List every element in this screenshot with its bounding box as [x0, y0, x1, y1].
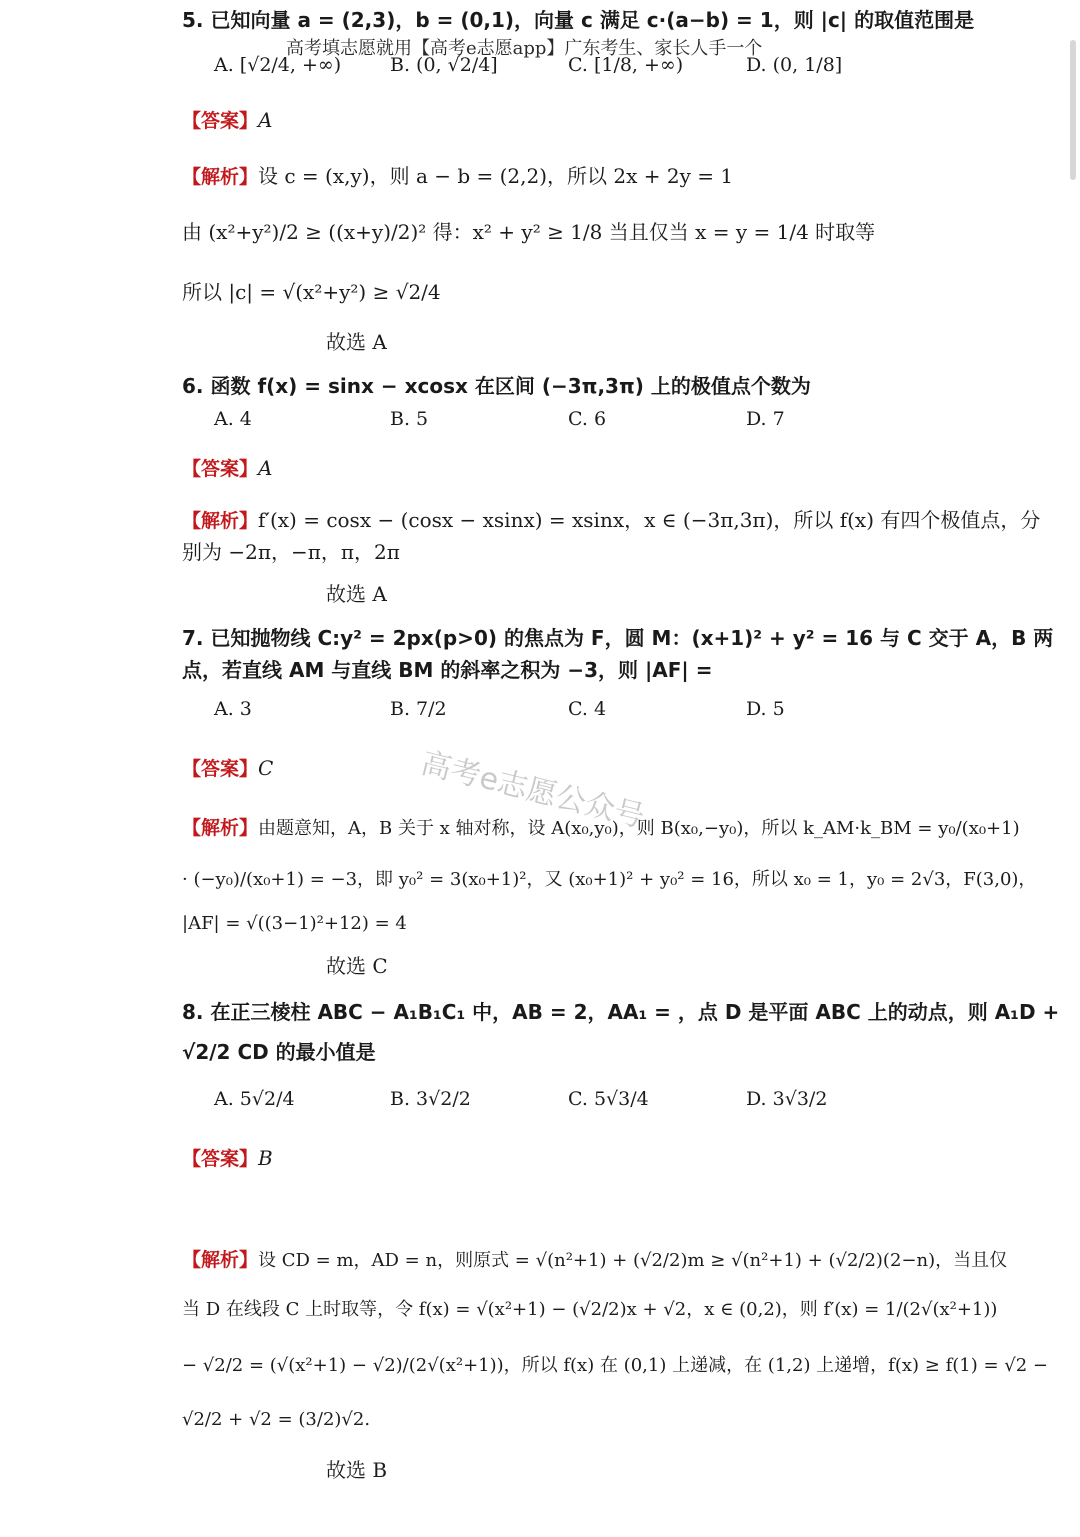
- q6-analysis-line-2: 别为 −2π，−π，π，2π: [182, 540, 400, 564]
- q5-option-a: A. [√2/4, +∞): [214, 54, 342, 76]
- q5-analysis-line-3: 所以 |c| = √(x²+y²) ≥ √2/4: [182, 280, 441, 304]
- q6-option-c: C. 6: [568, 408, 607, 430]
- watermark-banner: 高考填志愿就用【高考e志愿app】广东考生、家长人手一个: [286, 38, 763, 59]
- analysis-tag: 【解析】: [182, 510, 259, 532]
- q7-conclusion: 故选 C: [326, 954, 388, 978]
- q7-option-c: C. 4: [568, 698, 607, 720]
- q7-option-b: B. 7/2: [390, 698, 447, 720]
- q6-stem: 6. 函数 f(x) = sinx − xcosx 在区间 (−3π,3π) 上的极值点个数为: [182, 374, 811, 398]
- q5-analysis-line-2: 由 (x²+y²)/2 ≥ ((x+y)/2)² 得：x² + y² ≥ 1/8 当且仅当 x = y = 1/4 时取等: [182, 220, 876, 244]
- answer-value: B: [258, 1146, 273, 1170]
- q7-analysis-line-2: · (−y₀)/(x₀+1) = −3，即 y₀² = 3(x₀+1)²，又 (x₀+1)² + y₀² = 16，所以 x₀ = 1，y₀ = 2√3，F(3,0)，: [182, 869, 1037, 890]
- q5-analysis-line-1: 【解析】设 c = (x,y)，则 a − b = (2,2)，所以 2x + 2y = 1: [182, 164, 734, 188]
- q6-analysis-line-1: 【解析】f′(x) = cosx − (cosx − xsinx) = xsinx，x ∈ (−3π,3π)，所以 f(x) 有四个极值点，分: [182, 508, 1041, 532]
- answer-tag: 【答案】: [182, 110, 259, 132]
- q8-option-a: A. 5√2/4: [214, 1088, 295, 1110]
- q6-conclusion: 故选 A: [326, 582, 387, 606]
- q7-stem-line-1: 7. 已知抛物线 C:y² = 2px(p>0) 的焦点为 F，圆 M：(x+1)² + y² = 16 与 C 交于 A，B 两: [182, 626, 1054, 650]
- q8-analysis-line-4: √2/2 + √2 = (3/2)√2.: [182, 1409, 371, 1430]
- answer-value: C: [258, 756, 274, 780]
- answer-tag: 【答案】: [182, 758, 259, 780]
- q6-option-a: A. 4: [214, 408, 252, 430]
- q7-stem-line-2: 点，若直线 AM 与直线 BM 的斜率之积为 −3，则 |AF| =: [182, 658, 713, 682]
- q7-option-a: A. 3: [214, 698, 252, 720]
- q8-conclusion: 故选 B: [326, 1458, 388, 1482]
- q7-answer: [182, 754, 273, 781]
- q5-option-b: B. (0, √2/4]: [390, 54, 498, 76]
- answer-value: A: [258, 456, 273, 480]
- analysis-tag: 【解析】: [182, 1249, 259, 1271]
- scrollbar[interactable]: [1070, 40, 1076, 180]
- q5-option-d: D. (0, 1/8]: [746, 54, 843, 76]
- q5-answer: [182, 106, 272, 133]
- q8-answer: [182, 1144, 273, 1171]
- q8-analysis-line-3: − √2/2 = (√(x²+1) − √2)/(2√(x²+1))，所以 f(x) 在 (0,1) 上递减，在 (1,2) 上递增，f(x) ≥ f(1) = √2 −: [182, 1355, 1048, 1376]
- q7-analysis-line-1: 【解析】由题意知，A，B 关于 x 轴对称，设 A(x₀,y₀)，则 B(x₀,−y₀)，所以 k_AM·k_BM = y₀/(x₀+1): [182, 817, 1020, 839]
- q8-stem-line-1: 8. 在正三棱柱 ABC − A₁B₁C₁ 中，AB = 2，AA₁ = ，点 D 是平面 ABC 上的动点，则 A₁D +: [182, 1000, 1060, 1024]
- q8-option-d: D. 3√3/2: [746, 1088, 828, 1110]
- q5-stem: 5. 已知向量 a = (2,3)，b = (0,1)，向量 c 满足 c·(a−b) = 1，则 |c| 的取值范围是: [182, 8, 975, 32]
- q8-option-b: B. 3√2/2: [390, 1088, 471, 1110]
- analysis-tag: 【解析】: [182, 166, 259, 188]
- analysis-tag: 【解析】: [182, 817, 259, 839]
- q8-analysis-line-1: 【解析】设 CD = m，AD = n，则原式 = √(n²+1) + (√2/2)m ≥ √(n²+1) + (√2/2)(2−n)，当且仅: [182, 1249, 1008, 1271]
- q7-analysis-line-3: |AF| = √((3−1)²+12) = 4: [182, 913, 407, 934]
- answer-value: A: [258, 108, 273, 132]
- answer-tag: 【答案】: [182, 1148, 259, 1170]
- q5-option-c: C. [1/8, +∞): [568, 54, 684, 76]
- answer-tag: 【答案】: [182, 458, 259, 480]
- q5-conclusion: 故选 A: [326, 330, 387, 354]
- watermark-stamp: 高考e志愿公众号: [417, 745, 648, 835]
- q7-option-d: D. 5: [746, 698, 785, 720]
- q6-option-d: D. 7: [746, 408, 785, 430]
- q6-option-b: B. 5: [390, 408, 429, 430]
- q8-analysis-line-2: 当 D 在线段 C 上时取等，令 f(x) = √(x²+1) − (√2/2)x + √2，x ∈ (0,2)，则 f′(x) = 1/(2√(x²+1)): [182, 1299, 998, 1320]
- q8-stem-line-2: √2/2 CD 的最小值是: [182, 1040, 376, 1064]
- q6-answer: [182, 454, 272, 481]
- q8-option-c: C. 5√3/4: [568, 1088, 649, 1110]
